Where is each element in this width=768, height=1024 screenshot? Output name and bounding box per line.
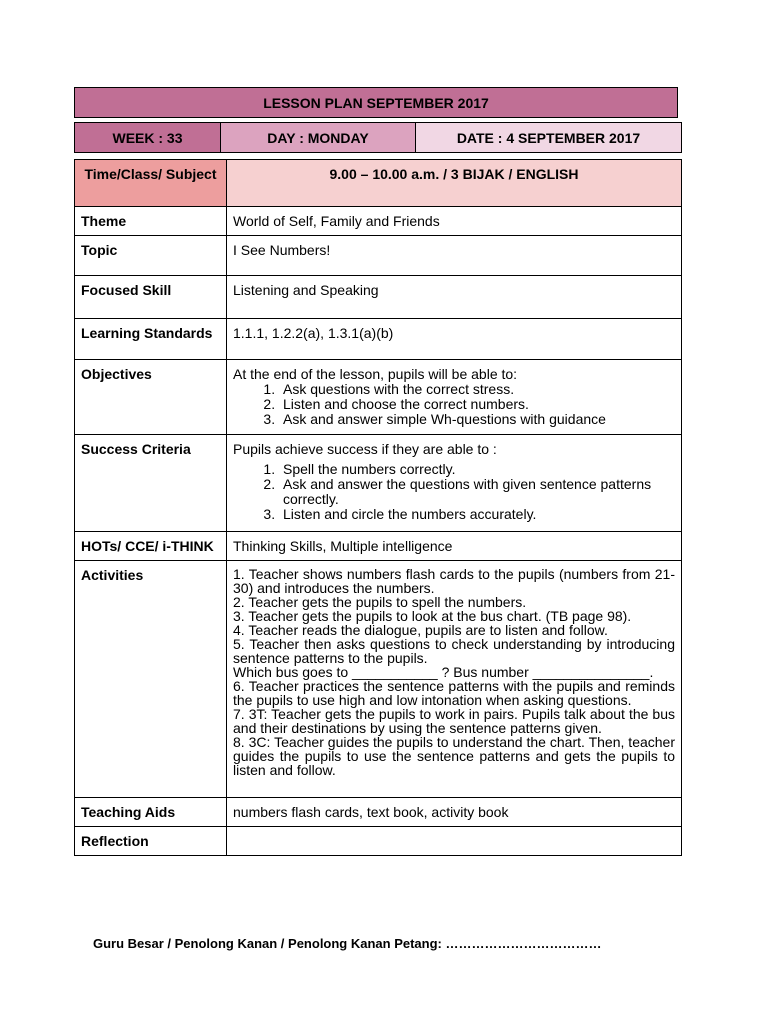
activity-item: 3. Teacher gets the pupils to look at the bus chart. (TB page 98). bbox=[233, 608, 632, 624]
reflection-value bbox=[227, 827, 682, 856]
activity-item: 8. 3C: Teacher guides the pupils to understand the chart. Then, teacher guides the pupils to use the sentence patterns and gets the pupils to listen and follow. bbox=[233, 734, 675, 778]
row-success-criteria bbox=[75, 435, 682, 532]
teaching-aids-value: numbers flash cards, text book, activity book bbox=[227, 798, 682, 827]
lesson-plan-title: LESSON PLAN SEPTEMBER 2017 bbox=[74, 87, 678, 118]
activity-item: 2. Teacher gets the pupils to spell the numbers. bbox=[233, 594, 527, 610]
objectives-list bbox=[233, 382, 675, 427]
week-cell: WEEK : 33 bbox=[75, 123, 221, 152]
objective-item: 1. Ask questions with the correct stress. bbox=[279, 382, 675, 397]
row-hots bbox=[75, 532, 682, 561]
success-criteria-list bbox=[233, 462, 675, 522]
info-row bbox=[74, 122, 682, 153]
learning-standards-label: Learning Standards bbox=[75, 319, 227, 360]
row-time-class-subject bbox=[75, 160, 682, 207]
row-reflection bbox=[75, 827, 682, 856]
activity-item: 5. Teacher then asks questions to check understanding by introducing sentence patterns to the pupils. bbox=[233, 636, 675, 666]
topic-label: Topic bbox=[75, 236, 227, 276]
activity-item: 6. Teacher practices the sentence patterns with the pupils and reminds the pupils to use high and low intonation when asking questions. bbox=[233, 678, 675, 708]
activities-label: Activities bbox=[75, 561, 227, 798]
focused-skill-label: Focused Skill bbox=[75, 276, 227, 319]
objective-item: 3. Ask and answer simple Wh-questions with guidance bbox=[279, 412, 675, 427]
date-cell: DATE : 4 SEPTEMBER 2017 bbox=[416, 123, 681, 152]
activity-item: Which bus goes to ___________ ? Bus number _______________. bbox=[233, 664, 654, 680]
hots-label: HOTs/ CCE/ i-THINK bbox=[75, 532, 227, 561]
learning-standards-value: 1.1.1, 1.2.2(a), 1.3.1(a)(b) bbox=[227, 319, 682, 360]
teaching-aids-label: Teaching Aids bbox=[75, 798, 227, 827]
success-criteria-cell bbox=[227, 435, 682, 532]
success-criteria-item: 3. Listen and circle the numbers accurately. bbox=[279, 507, 675, 522]
row-topic bbox=[75, 236, 682, 276]
row-theme bbox=[75, 207, 682, 236]
row-focused-skill bbox=[75, 276, 682, 319]
day-cell: DAY : MONDAY bbox=[221, 123, 416, 152]
reflection-label: Reflection bbox=[75, 827, 227, 856]
lesson-plan-table bbox=[74, 159, 682, 856]
success-criteria-intro: Pupils achieve success if they are able to : bbox=[233, 441, 497, 457]
time-class-subject-value: 9.00 – 10.00 a.m. / 3 BIJAK / ENGLISH bbox=[227, 160, 682, 207]
activity-item: 7. 3T: Teacher gets the pupils to work in pairs. Pupils talk about the bus and their destinations by using the sentence patterns given. bbox=[233, 706, 675, 736]
objectives-label: Objectives bbox=[75, 360, 227, 435]
row-teaching-aids bbox=[75, 798, 682, 827]
row-learning-standards bbox=[75, 319, 682, 360]
focused-skill-value: Listening and Speaking bbox=[227, 276, 682, 319]
theme-label: Theme bbox=[75, 207, 227, 236]
objective-item: 2. Listen and choose the correct numbers. bbox=[279, 397, 675, 412]
theme-value: World of Self, Family and Friends bbox=[227, 207, 682, 236]
row-objectives bbox=[75, 360, 682, 435]
row-activities bbox=[75, 561, 682, 798]
success-criteria-item: 1. Spell the numbers correctly. bbox=[279, 462, 675, 477]
hots-value: Thinking Skills, Multiple intelligence bbox=[227, 532, 682, 561]
activities-cell bbox=[227, 561, 682, 798]
success-criteria-label: Success Criteria bbox=[75, 435, 227, 532]
signature-line: Guru Besar / Penolong Kanan / Penolong Kanan Petang: ……………………………… bbox=[93, 936, 602, 951]
time-class-subject-label: Time/Class/ Subject bbox=[75, 160, 227, 207]
topic-value: I See Numbers! bbox=[227, 236, 682, 276]
success-criteria-item: 2. Ask and answer the questions with given sentence patterns correctly. bbox=[279, 477, 675, 507]
objectives-intro: At the end of the lesson, pupils will be able to: bbox=[233, 366, 518, 382]
objectives-cell bbox=[227, 360, 682, 435]
activity-item: 4. Teacher reads the dialogue, pupils are to listen and follow. bbox=[233, 622, 608, 638]
activity-item: 1. Teacher shows numbers flash cards to the pupils (numbers from 21-30) and introduces the numbers. bbox=[233, 566, 675, 596]
